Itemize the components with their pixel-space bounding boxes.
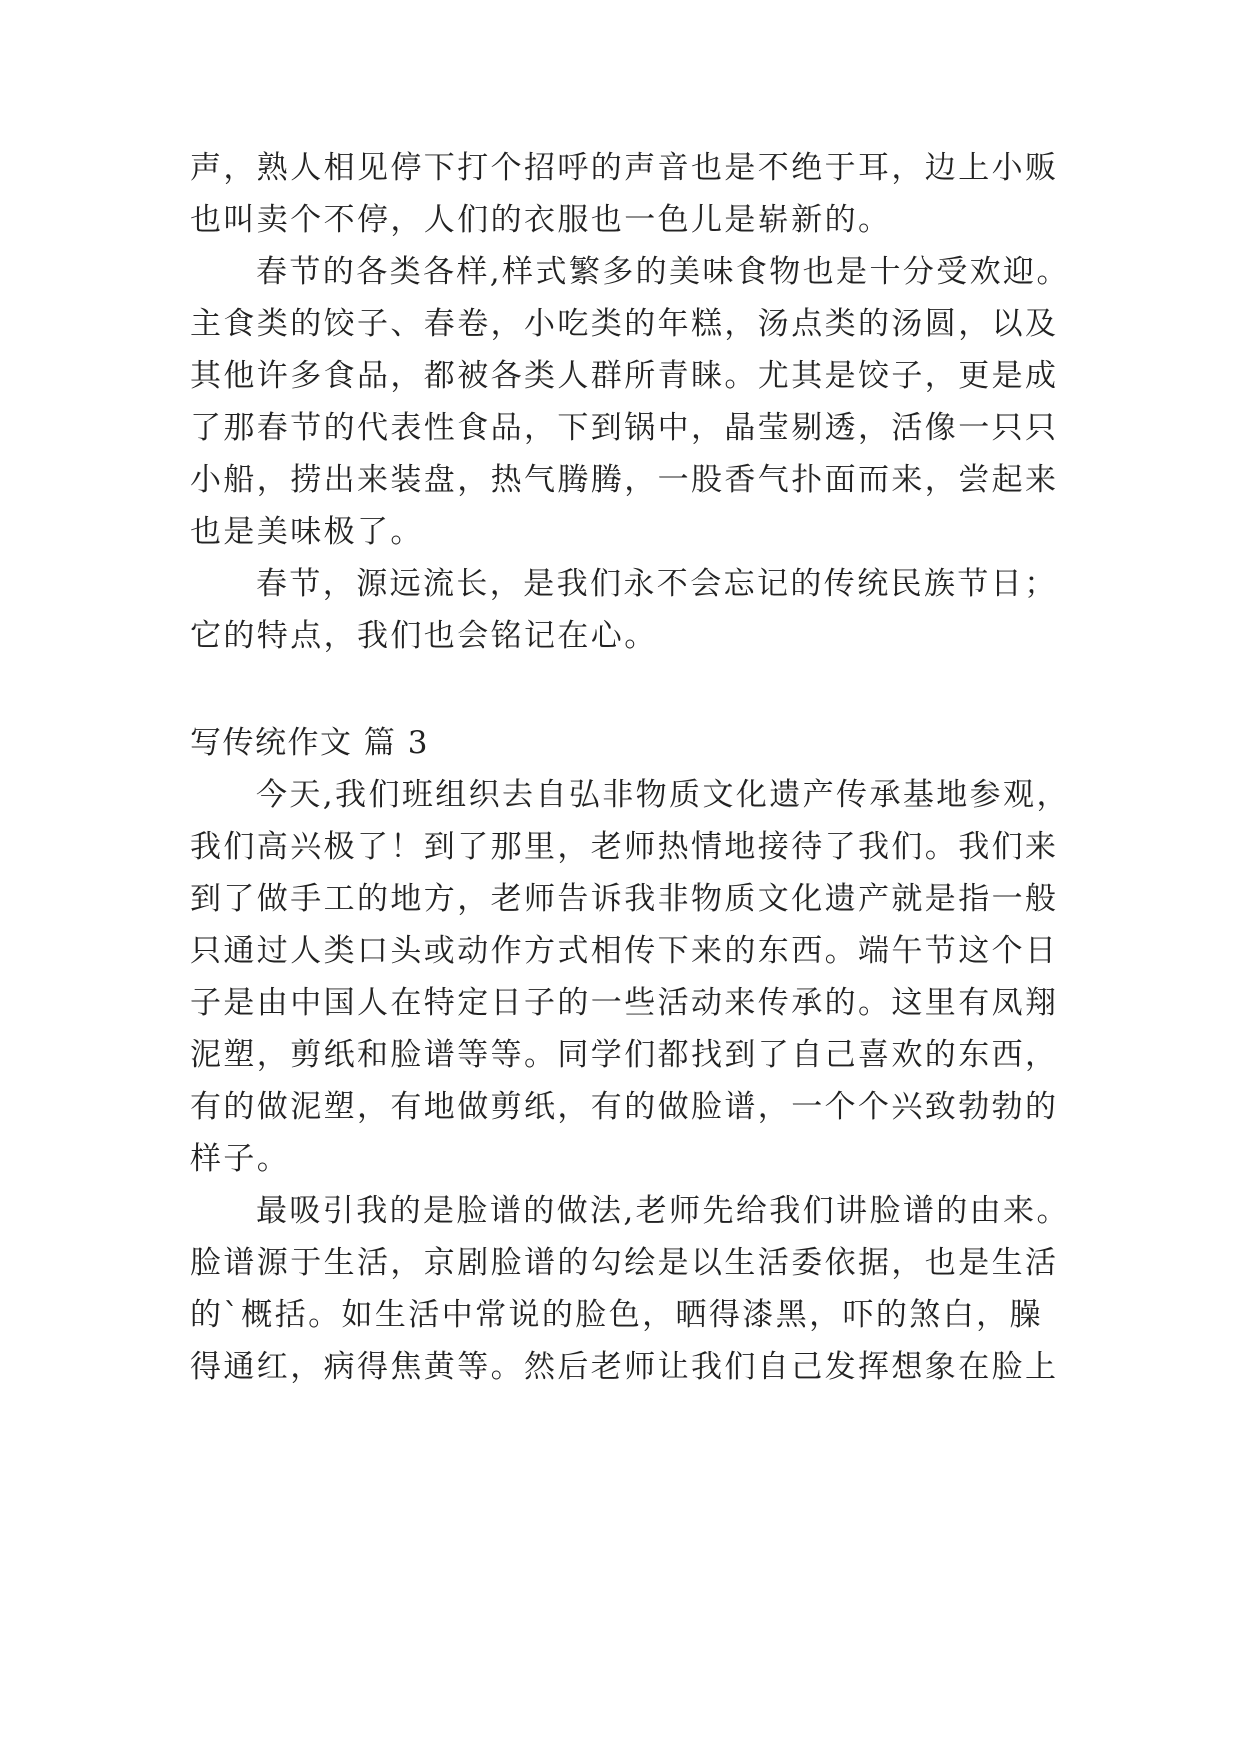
text-line: 声，熟人相见停下打个招呼的声音也是不绝于耳，边上小贩 (190, 150, 1059, 186)
text-line: 了那春节的代表性食品，下到锅中，晶莹剔透，活像一只只 (190, 410, 1059, 446)
paragraph-first-line: 春节的各类各样,样式繁多的美味食物也是十分受欢迎。 (256, 254, 1070, 290)
text-line: 小船，捞出来装盘，热气腾腾，一股香气扑面而来，尝起来 (190, 462, 1059, 498)
text-line: 得通红，病得焦黄等。然后老师让我们自己发挥想象在脸上 (190, 1349, 1059, 1385)
text-line: 的`概括。如生活中常说的脸色，晒得漆黑，吓的煞白，臊 (190, 1297, 1043, 1333)
text-line: 也叫卖个不停，人们的衣服也一色儿是崭新的。 (190, 202, 892, 238)
text-line: 其他许多食品，都被各类人群所青睐。尤其是饺子，更是成 (190, 358, 1059, 394)
text-line: 到了做手工的地方，老师告诉我非物质文化遗产就是指一般 (190, 881, 1059, 917)
text-line: 样子。 (190, 1141, 291, 1177)
text-line: 泥塑，剪纸和脸谱等等。同学们都找到了自己喜欢的东西， (190, 1037, 1059, 1073)
text-line: 有的做泥塑，有地做剪纸，有的做脸谱，一个个兴致勃勃的 (190, 1089, 1059, 1125)
text-line: 子是由中国人在特定日子的一些活动来传承的。这里有凤翔 (190, 985, 1059, 1021)
text-line: 我们高兴极了！到了那里，老师热情地接待了我们。我们来 (190, 829, 1059, 865)
text-line: 脸谱源于生活，京剧脸谱的勾绘是以生活委依据，也是生活 (190, 1245, 1059, 1281)
paragraph-first-line: 今天,我们班组织去自弘非物质文化遗产传承基地参观， (256, 777, 1070, 813)
text-line: 主食类的饺子、春卷，小吃类的年糕，汤点类的汤圆，以及 (190, 306, 1059, 342)
text-line: 只通过人类口头或动作方式相传下来的东西。端午节这个日 (190, 933, 1059, 969)
text-line: 它的特点，我们也会铭记在心。 (190, 618, 658, 654)
section-heading: 写传统作文 篇 3 (190, 725, 429, 761)
paragraph-first-line: 春节，源远流长，是我们永不会忘记的传统民族节日； (256, 566, 1058, 602)
paragraph-first-line: 最吸引我的是脸谱的做法,老师先给我们讲脸谱的由来。 (256, 1193, 1070, 1229)
text-line: 也是美味极了。 (190, 514, 424, 550)
